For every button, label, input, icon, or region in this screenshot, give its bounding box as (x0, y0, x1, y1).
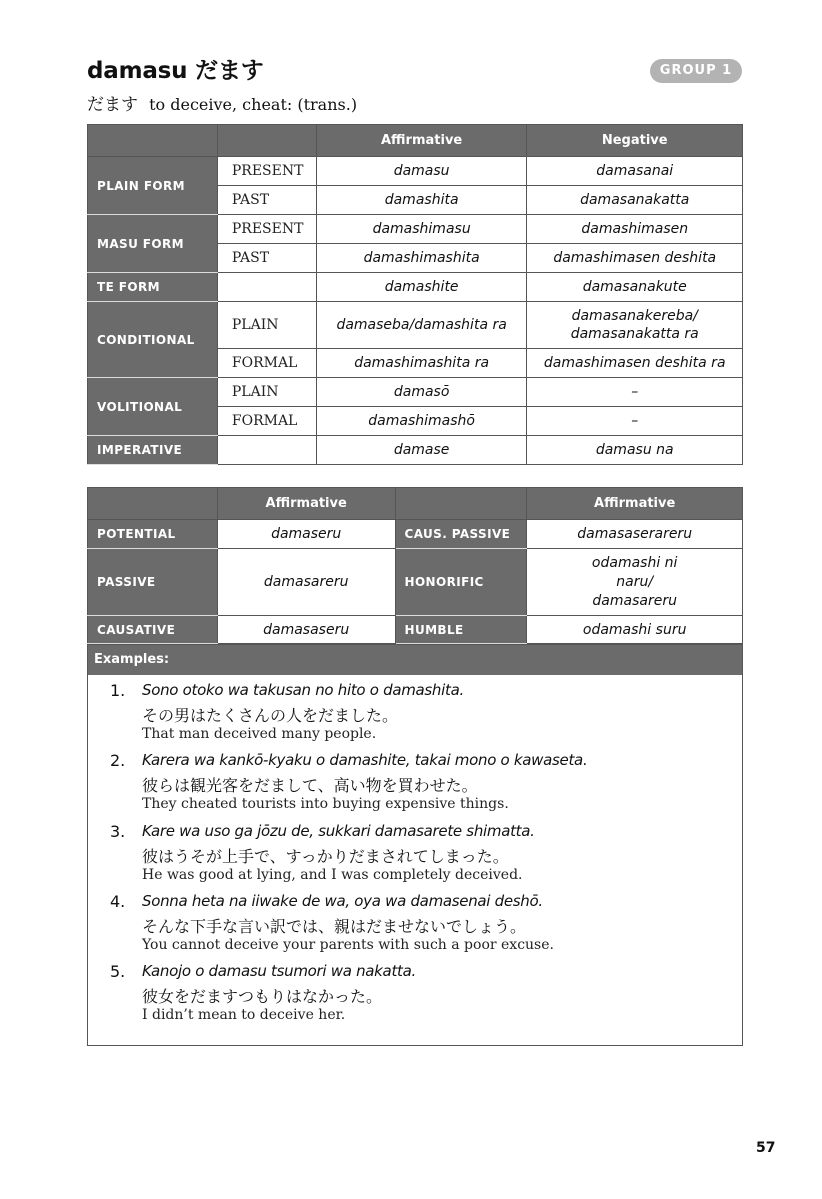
form-label: VOLITIONAL (88, 378, 218, 436)
example-number: 4. (110, 892, 126, 911)
example-romaji: Sonna heta na iiwake de wa, oya wa damasenai deshō. (142, 892, 543, 910)
honorific-line-3: damasareru (592, 592, 677, 609)
form-label: TE FORM (88, 273, 218, 302)
table-row (88, 302, 743, 349)
example-japanese: その男はたくさんの人をだました。 (142, 706, 399, 725)
example-japanese: そんな下手な言い訳では、親はだませないでしょう。 (142, 917, 527, 936)
negative-cell: damasanakute (527, 273, 743, 302)
form-label: HUMBLE (395, 616, 527, 644)
form-value: damasaseru (217, 616, 395, 644)
form-label: PASSIVE (88, 549, 218, 616)
form-value (527, 549, 743, 616)
header-affirmative: Affirmative (316, 125, 527, 157)
table-header-row (88, 488, 743, 520)
header-blank (395, 488, 527, 520)
negative-line-2: damasanakatta ra (570, 326, 699, 342)
tense-label: PLAIN (217, 302, 316, 349)
example-japanese: 彼はうそが上手で、すっかりだまされてしまった。 (142, 847, 509, 866)
negative-cell: damasanai (527, 157, 743, 186)
header-negative: Negative (527, 125, 743, 157)
example-romaji: Kare wa uso ga jōzu de, sukkari damasarete shimatta. (142, 822, 535, 840)
affirmative-cell: damashita (316, 186, 527, 215)
example-number: 5. (110, 962, 126, 981)
example-number: 3. (110, 822, 126, 841)
form-value: damasareru (217, 549, 395, 616)
example-number: 1. (110, 681, 126, 700)
derived-forms-table (87, 487, 743, 644)
header-affirmative-left: Affirmative (217, 488, 395, 520)
negative-cell (527, 302, 743, 349)
affirmative-cell: damasu (316, 157, 527, 186)
form-value: damasaserareru (527, 520, 743, 549)
verb-definition (87, 90, 357, 115)
honorific-line-2: naru/ (616, 573, 654, 590)
table-row (88, 520, 743, 549)
table-row (88, 378, 743, 407)
affirmative-cell: damashimashō (316, 407, 527, 436)
example-number: 2. (110, 751, 126, 770)
page-title: damasu だます (87, 58, 264, 84)
tense-label (217, 436, 316, 465)
negative-cell: damasanakatta (527, 186, 743, 215)
negative-line-1: damasanakereba/ (571, 308, 698, 324)
tense-label: PAST (217, 186, 316, 215)
form-label: CAUS. PASSIVE (395, 520, 527, 549)
negative-cell: damashimasen deshita ra (527, 349, 743, 378)
tense-label: PRESENT (217, 215, 316, 244)
tense-label: PRESENT (217, 157, 316, 186)
negative-cell: – (527, 378, 743, 407)
form-label: CONDITIONAL (88, 302, 218, 378)
tense-label: FORMAL (217, 349, 316, 378)
conjugation-table (87, 124, 743, 465)
form-value: odamashi suru (527, 616, 743, 644)
example-romaji: Sono otoko wa takusan no hito o damashita. (142, 681, 464, 699)
group-badge: GROUP 1 (650, 59, 742, 83)
page-number: 57 (756, 1140, 776, 1156)
examples-box (87, 644, 743, 1046)
form-label: IMPERATIVE (88, 436, 218, 465)
form-label: HONORIFIC (395, 549, 527, 616)
form-label: PLAIN FORM (88, 157, 218, 215)
example-english: They cheated tourists into buying expensive things. (142, 796, 509, 812)
affirmative-cell: damashimasu (316, 215, 527, 244)
table-row (88, 273, 743, 302)
form-label: CAUSATIVE (88, 616, 218, 644)
example-english: You cannot deceive your parents with such a poor excuse. (142, 937, 554, 953)
tense-label: PAST (217, 244, 316, 273)
definition-english: to deceive, cheat: (trans.) (149, 95, 358, 114)
negative-cell: damashimasen deshita (527, 244, 743, 273)
honorific-line-1: odamashi ni (591, 554, 678, 571)
affirmative-cell: damase (316, 436, 527, 465)
affirmative-cell: damasō (316, 378, 527, 407)
tense-label (217, 273, 316, 302)
table-row (88, 157, 743, 186)
affirmative-cell: damashimashita ra (316, 349, 527, 378)
negative-cell: damashimasen (527, 215, 743, 244)
header-blank (217, 125, 316, 157)
negative-cell: damasu na (527, 436, 743, 465)
affirmative-cell: damashimashita (316, 244, 527, 273)
form-value: damaseru (217, 520, 395, 549)
example-romaji: Kanojo o damasu tsumori wa nakatta. (142, 962, 416, 980)
example-english: I didn’t mean to deceive her. (142, 1007, 346, 1023)
affirmative-cell: damaseba/damashita ra (316, 302, 527, 349)
negative-cell: – (527, 407, 743, 436)
form-label: POTENTIAL (88, 520, 218, 549)
table-header-row (88, 125, 743, 157)
header-corner (88, 125, 218, 157)
affirmative-cell: damashite (316, 273, 527, 302)
example-english: He was good at lying, and I was completely deceived. (142, 867, 523, 883)
table-row (88, 436, 743, 465)
header-corner (88, 488, 218, 520)
table-row (88, 549, 743, 616)
tense-label: FORMAL (217, 407, 316, 436)
table-row (88, 616, 743, 644)
example-english: That man deceived many people. (142, 726, 377, 742)
example-romaji: Karera wa kankō-kyaku o damashite, takai mono o kawaseta. (142, 751, 588, 769)
form-label: MASU FORM (88, 215, 218, 273)
header-affirmative-right: Affirmative (527, 488, 743, 520)
example-japanese: 彼らは観光客をだまして、高い物を買わせた。 (142, 776, 478, 795)
definition-kana: だます (87, 95, 138, 115)
table-row (88, 215, 743, 244)
example-japanese: 彼女をだますつもりはなかった。 (142, 987, 383, 1006)
examples-heading: Examples: (88, 645, 742, 675)
tense-label: PLAIN (217, 378, 316, 407)
